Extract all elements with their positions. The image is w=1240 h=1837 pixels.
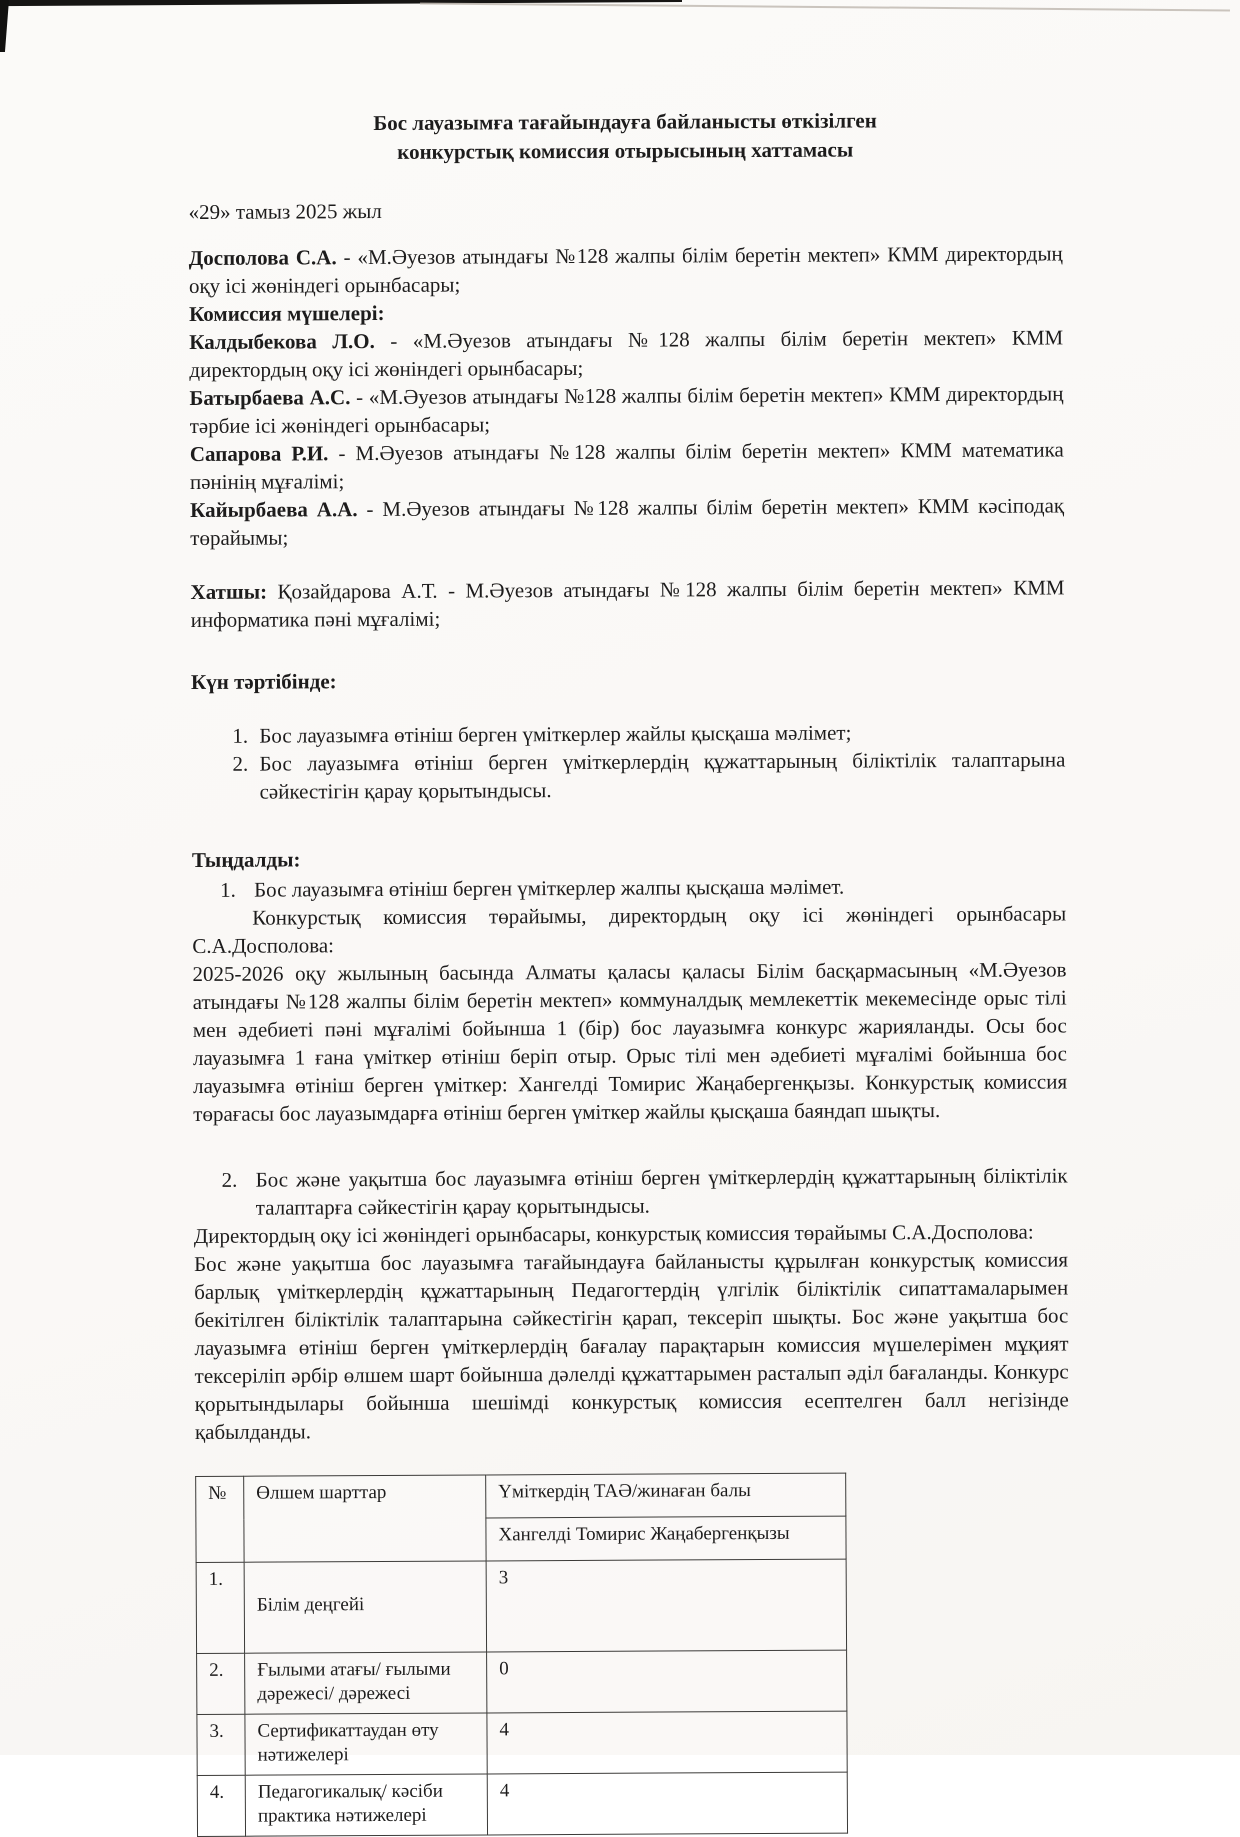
row-criteria: Ғылыми атағы/ ғылыми дәрежесі/ дәрежесі xyxy=(245,1652,487,1714)
speech-paragraph-2: Бос және уақытша бос лауазымға тағайындауға байланысты құрылған конкурстық комиссия барлық үміткерлердің құжаттарының Педагогтердің үлгілік біліктілік сипаттамаларымен бекітілген біліктілік талаптарына сәйкестігін қарап, тексеріп шықты. Бос және уақытша бос лауазымға өтініш берген үміткерлердің бағалау парақтарын комиссия мүшелерімен мұқият тексеріліп әрбір өлшем шарт бойынша дәлелді құжаттарымен расталып әділ бағаланды. Конкурс қорытындылары бойынша шешімді конкурстық комиссия есептелген балл негізінде қабылданды. xyxy=(193,1247,1069,1444)
member-name: Батырбаева А.С. xyxy=(189,385,351,410)
heard-item-1 xyxy=(192,871,1066,904)
scan-artifact-top-line xyxy=(420,2,1230,11)
secretary-role: Қозайдарова А.Т. - М.Әуезов атындағы №128 жалпы білім беретін мектеп» КММ информатика пәні мұғалімі; xyxy=(190,575,1065,632)
agenda-item-1: 1. Бос лауазымға өтініш берген үміткерлер жайлы қысқаша мәлімет; xyxy=(253,717,1065,749)
row-number: 3. xyxy=(197,1714,245,1775)
heard-item-2 xyxy=(194,1161,1068,1222)
heard-item-2-text: Бос және уақытша бос лауазымға өтініш берген үміткерлердің құжаттарының біліктілік талаптарға сәйкестігін қарау қорытындысы. xyxy=(255,1163,1068,1220)
member-line xyxy=(189,323,1063,384)
table-header-row xyxy=(196,1473,846,1519)
member-role: - М.Әуезов атындағы №128 жалпы білім беретін мектеп» КММ математика пәнінің мұғалімі; xyxy=(189,437,1064,494)
title-line-2: конкурстық комиссия отырысының хаттамасы xyxy=(397,137,854,164)
heard-heading: Тыңдалды: xyxy=(191,847,301,872)
members-heading-text: Комиссия мүшелері: xyxy=(189,300,385,326)
row-criteria: Сертификаттаудан өту нәтижелері xyxy=(245,1713,487,1775)
row-score: 3 xyxy=(486,1559,846,1652)
col-header-candidate: Үміткердің ТАӘ/жинаған балы xyxy=(486,1473,846,1518)
member-name: Сапарова Р.И. xyxy=(189,441,329,466)
page-title xyxy=(188,105,1062,168)
member-line-chair xyxy=(189,239,1063,300)
secretary-line xyxy=(190,573,1064,634)
col-header-no: № xyxy=(196,1476,244,1562)
row-number: 2. xyxy=(197,1653,245,1714)
member-name: Досполова С.А. xyxy=(188,245,337,270)
speaker-intro-2: Директордың оқу ісі жөніндегі орынбасары, конкурстық комиссия төрайымы С.А.Досполова: xyxy=(193,1219,1034,1248)
row-number: 1. xyxy=(196,1562,244,1653)
row-score: 4 xyxy=(487,1711,847,1774)
member-role: - «М.Әуезов атындағы №128 жалпы білім беретін мектеп» КММ директордың оқу ісі жөніндегі орынбасары; xyxy=(189,325,1064,382)
row-criteria: Педагогикалық/ кәсіби практика нәтижелері xyxy=(245,1774,487,1836)
title-line-1: Бос лауазымға тағайындауға байланысты өткізілген xyxy=(373,108,877,136)
row-score: 0 xyxy=(487,1650,847,1713)
member-role: - М.Әуезов атындағы №128 жалпы білім беретін мектеп» КММ кәсіподақ төрайымы; xyxy=(190,493,1065,550)
heard-item-1-text: Бос лауазымға өтініш берген үміткерлер жалпы қысқаша мәлімет. xyxy=(254,874,845,902)
table-row xyxy=(197,1711,847,1775)
member-line xyxy=(189,379,1063,440)
document-content xyxy=(188,105,1071,1837)
candidate-name: Хангелді Томирис Жаңабергенқызы xyxy=(486,1516,846,1561)
score-table xyxy=(195,1473,848,1837)
heard-item-1-number: 1. xyxy=(220,877,236,902)
heard-item-2-number: 2. xyxy=(221,1167,238,1192)
member-name: Калдыбекова Л.О. xyxy=(189,329,375,354)
row-number: 4. xyxy=(197,1775,245,1836)
member-role: - «М.Әуезов атындағы №128 жалпы білім беретін мектеп» КММ директордың оқу ісі жөніндегі орынбасары; xyxy=(188,241,1063,298)
table-row xyxy=(196,1559,846,1653)
member-line xyxy=(190,491,1064,552)
agenda-item-2: 2. Бос лауазымға өтініш берген үміткерлердің құжаттарының біліктілік талаптарына сәйкестігін қарау қорытындысы. xyxy=(253,745,1065,805)
row-criteria: Білім деңгейі xyxy=(244,1561,486,1653)
secretary-label: Хатшы: xyxy=(190,579,268,604)
agenda-heading: Күн тәртібінде: xyxy=(190,669,337,694)
row-score: 4 xyxy=(487,1772,847,1835)
agenda-list xyxy=(191,717,1065,806)
speaker-intro-1: Конкурстық комиссия төрайымы, директордың оқу ісі жөніндегі орынбасары С.А.Досполова: xyxy=(192,901,1067,958)
member-name: Кайырбаева А.А. xyxy=(190,497,358,522)
scan-artifact-left-edge xyxy=(0,0,9,52)
table-row xyxy=(197,1650,847,1714)
commission-members-block xyxy=(189,239,1065,552)
table-row xyxy=(197,1772,847,1836)
col-header-criteria: Өлшем шарттар xyxy=(244,1475,486,1562)
document-date: «29» тамыз 2025 жыл xyxy=(188,198,382,224)
member-role: - «М.Әуезов атындағы №128 жалпы білім беретін мектеп» КММ директордың тәрбие ісі жөніндегі орынбасары; xyxy=(189,381,1064,438)
member-line xyxy=(190,435,1064,496)
speech-paragraph-1: 2025-2026 оқу жылының басында Алматы қаласы қаласы Білім басқармасының «М.Әуезов атындағы №128 жалпы білім беретін мектеп» коммуналдық мемлекеттік мекемесінде орыс тілі мен әдебиеті пәні мұғалімі бойынша 1 (бір) бос лауазымға конкурс жарияланды. Осы бос лауазымға 1 ғана үміткер өтініш беріп отыр. Орыс тілі мен әдебиеті мұғалімі бойынша бос лауазымға өтініш берген үміткер: Хангелді Томирис Жаңабергенқызы. Конкурстық комиссия төрағасы бос лауазымдарға өтініш берген үміткер жайлы қысқаша баяндап шықты. xyxy=(192,957,1068,1126)
